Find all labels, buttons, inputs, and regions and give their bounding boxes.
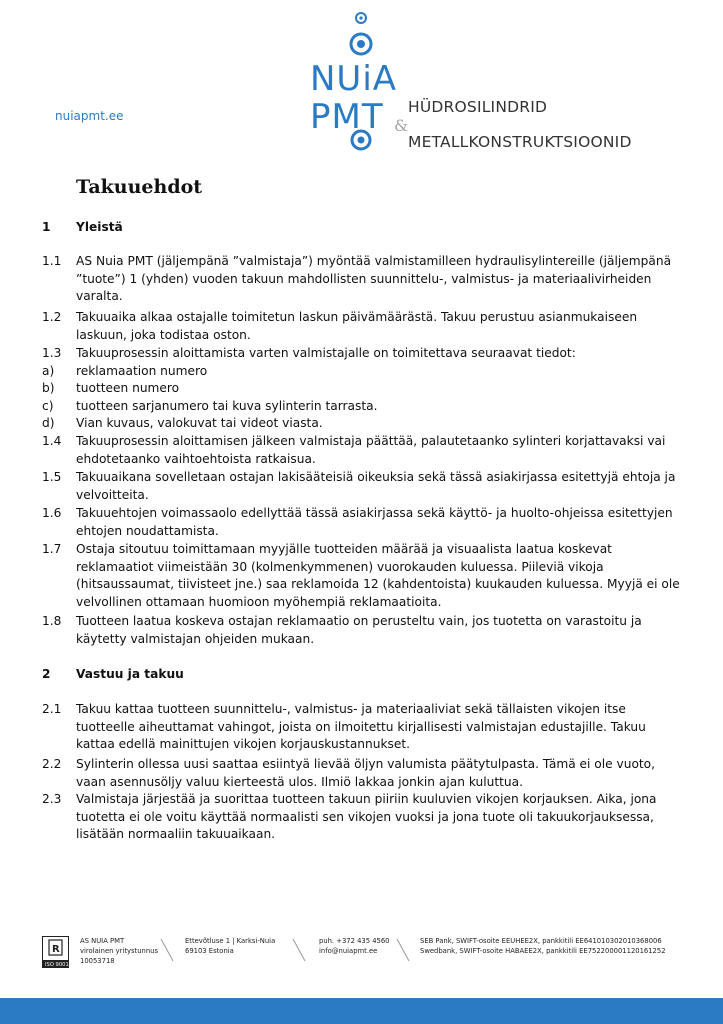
list-text: reklamaation numero [76, 364, 208, 378]
clause-1-3 [42, 345, 682, 363]
clause-2-1 [42, 701, 682, 754]
list-marker: d) [42, 416, 55, 430]
list-item-b [42, 380, 682, 398]
list-item-d [42, 415, 682, 433]
clause-text: Takuu kattaa tuotteen suunnittelu-, valmistus- ja materiaaliviat sekä tällaisten vikojen itse tuotteelle aiheuttamat vahingot, joista on ilmoitettu kirjallisesti valmistajan edustajille. Takuu kattaa edellä mainittujen vikojen korjauskustannukset. [76, 702, 646, 752]
footer-contact: puh. +372 435 4560 info@nuiapmt.ee [319, 937, 390, 955]
tagline-ampersand: & [394, 116, 409, 135]
clause-number: 1.1 [42, 254, 62, 268]
clause-text: Tuotteen laatua koskeva ostajan reklamaatio on perusteltu vain, jos tuotetta on varastoitu ja käytetty valmistajan ohjeiden mukaan. [76, 614, 642, 646]
iso-certificate-icon [42, 936, 69, 968]
logo-text-nuia: NUiA [310, 59, 398, 99]
clause-text: Takuuehtojen voimassaolo edellyttää tässä asiakirjassa sekä käyttö- ja huolto-ohjeissa esitettyjen ehtojen noudattamista. [76, 506, 673, 538]
footer-company: AS NUIA PMT virolainen yritystunnus 10053718 [80, 937, 158, 965]
list-text: tuotteen numero [76, 381, 180, 395]
list-marker: b) [42, 381, 55, 395]
list-marker: c) [42, 399, 54, 413]
clause-number: 2.3 [42, 792, 62, 806]
svg-text:R: R [52, 944, 60, 955]
clause-text: Takuuaikana sovelletaan ostajan lakisääteisiä oikeuksia sekä tässä asiakirjassa esitettyjä ehtoja ja velvoitteita. [76, 470, 676, 502]
clause-text: Ostaja sitoutuu toimittamaan myyjälle tuotteiden määrää ja visuaalista laatua koskevat reklamaatiot viimeistään 30 (kolmenkymmenen) vuorokauden kuluessa. Piileviä vikoja (hitsaussaumat, tiivisteet jne.) saa reklamoida 12 (kahdentoista) kuukauden kuluessa. Myyjä ei ole velvollinen ottamaan huomioon myöhempiä reklamaatioita. [76, 542, 680, 609]
footer-address: Ettevõtluse 1 | Karksi-Nuia 69103 Estonia [185, 937, 276, 955]
clause-text: Valmistaja järjestää ja suorittaa tuotteen takuun piiriin kuuluvien vikojen korjauksen. Aika, jona tuotetta ei ole voitu käyttää normaalisti sen vikojen vuoksi ja jona tuote oli takuukorjauksessa, lisätään normaaliin takuuaikaan. [76, 792, 657, 842]
clause-text: Takuuprosessin aloittamisen jälkeen valmistaja päättää, palautetaanko sylinteri korjattavaksi vai ehdotetaanko vaihtoehtoista ratkaisua. [76, 434, 666, 466]
clause-2-3 [42, 791, 682, 844]
list-item-c [42, 398, 682, 416]
clause-1-2 [42, 309, 682, 344]
section-title: Vastuu ja takuu [76, 667, 184, 681]
clause-number: 1.4 [42, 434, 62, 448]
footer-bank: SEB Pank, SWIFT-osoite EEUHEE2X, pankkitili EE641010302010368006 Swedbank, SWIFT-osoite HABAEE2X, pankkitili EE752200001120161252 [420, 937, 666, 955]
clause-number: 1.5 [42, 470, 62, 484]
footer-separator [160, 938, 174, 962]
clause-number: 1.7 [42, 542, 62, 556]
clause-text: Takuuaika alkaa ostajalle toimitetun laskun päivämäärästä. Takuu perustuu asianmukaiseen laskuun, joka todistaa oston. [76, 310, 638, 342]
clause-number: 1.3 [42, 346, 62, 360]
document-title: Takuuehdot [76, 176, 203, 198]
page-footer [0, 928, 723, 978]
tagline-metal: METALLKONSTRUKTSIOONID [408, 133, 632, 151]
clause-number: 1.6 [42, 506, 62, 520]
tagline-hydraulics: HÜDROSILINDRID [408, 98, 548, 116]
clause-1-5 [42, 469, 682, 504]
section-number: 2 [42, 667, 51, 681]
clause-number: 2.2 [42, 757, 62, 771]
clause-1-6 [42, 505, 682, 540]
footer-separator [396, 938, 410, 962]
clause-2-2 [42, 756, 682, 791]
clause-text: Takuuprosessin aloittamista varten valmistajalle on toimitettava seuraavat tiedot: [76, 346, 576, 360]
clause-number: 1.8 [42, 614, 62, 628]
clause-1-7 [42, 541, 682, 611]
nuia-pmt-logo [306, 10, 416, 160]
list-text: Vian kuvaus, valokuvat tai videot viasta. [76, 416, 323, 430]
clause-1-4 [42, 433, 682, 468]
clause-text: AS Nuia PMT (jäljempänä ”valmistaja”) myöntää valmistamilleen hydraulisylintereille (jäljempänä ”tuote”) 1 (yhden) vuoden takuun mahdollisten suunnittelu-, valmistus- ja materiaalivirheiden varalta. [76, 254, 672, 304]
iso-label: ISO 9001 [45, 962, 69, 968]
section-number: 1 [42, 220, 51, 234]
list-item-a [42, 363, 682, 381]
clause-1-8 [42, 613, 682, 648]
footer-separator [292, 938, 306, 962]
website-link[interactable]: nuiapmt.ee [55, 109, 124, 123]
clause-number: 2.1 [42, 702, 62, 716]
list-marker: a) [42, 364, 55, 378]
clause-text: Sylinterin ollessa uusi saattaa esiintyä lievää öljyn valumista päätytulpasta. Tämä ei ole vuoto, vaan asennusöljy valuu kierteestä ulos. Ilmiö lakkaa jonkin ajan kuluttua. [76, 757, 656, 789]
logo-text-pmt: PMT [310, 97, 384, 137]
list-text: tuotteen sarjanumero tai kuva sylinterin tarrasta. [76, 399, 378, 413]
section-title: Yleistä [76, 220, 123, 234]
footer-color-bar [0, 998, 723, 1024]
clause-1-1 [42, 253, 682, 306]
clause-number: 1.2 [42, 310, 62, 324]
